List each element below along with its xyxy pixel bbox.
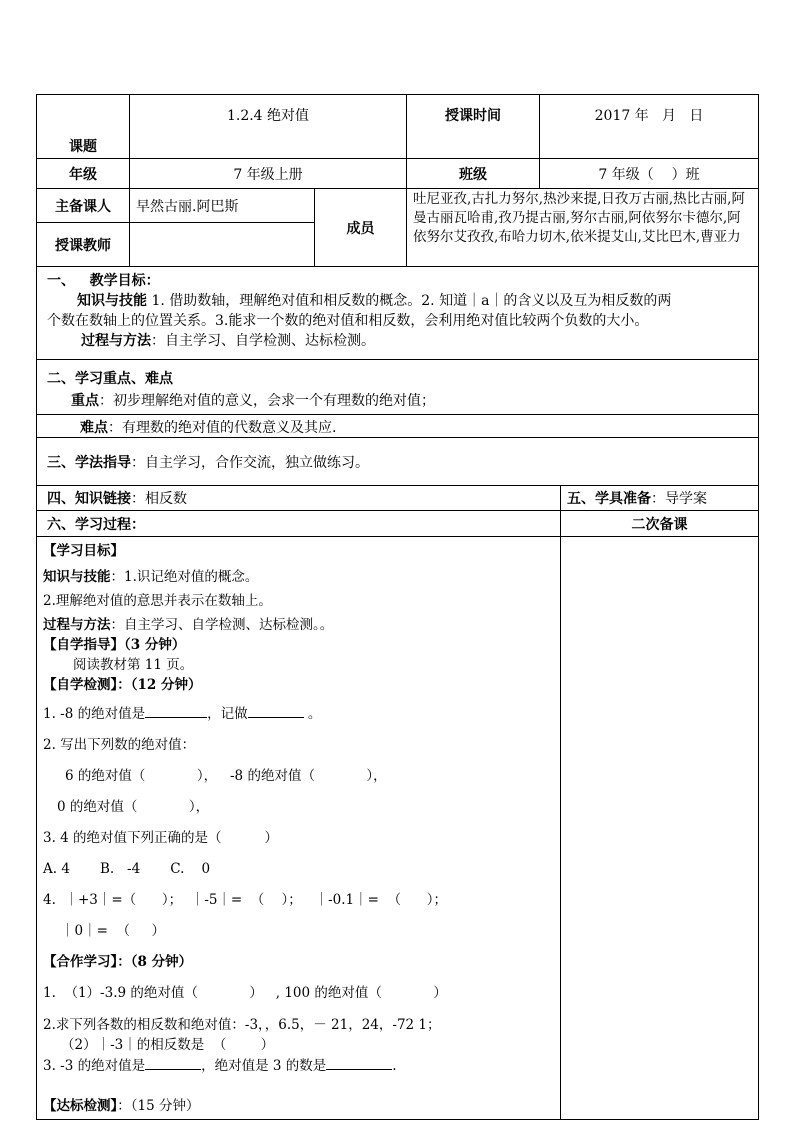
grade-value: 7 年级上册 (130, 159, 407, 189)
goal-method-line (43, 615, 554, 635)
goals-process-text: ：自主学习、自学检测、达标检测。 (151, 333, 375, 349)
links-title: 四、知识链接 (47, 491, 131, 507)
time-value: 2017 年 月 日 (540, 95, 759, 159)
lead-label: 主备课人 (37, 189, 130, 223)
target-head: 【达标检测】 (43, 1098, 118, 1114)
coop-question-3-part-a: 3. -3 的绝对值是 (43, 1058, 146, 1074)
lead-value: 早然古丽.阿巴斯 (130, 189, 315, 223)
goals-knowledge-label: 知识与技能 (77, 293, 147, 309)
lesson-plan-page (36, 94, 758, 1121)
tools-section (561, 486, 759, 511)
members-value: 吐尼亚孜,古扎力努尔,热沙来提,日孜万古丽,热比古丽,阿曼古丽瓦哈甫,孜乃提古丽,努尔古丽,阿依努尔卡德尔,阿依努尔艾孜孜,布哈力切木,依米提艾山,艾比巴木,曹亚力 (407, 189, 759, 267)
question-1-part-b: ，记做 (207, 706, 248, 722)
focus-label: 重点 (71, 393, 99, 409)
keypoints-title: 二、学习重点、难点 (47, 371, 173, 387)
second-prep-title: 二次备课 (561, 511, 759, 537)
answer-blank[interactable] (145, 703, 207, 718)
goals-title: 一、 教学目标： (47, 273, 160, 289)
coop-question-2-sub: （2）｜-3｜的相反数是 （ ） (61, 1037, 275, 1053)
question-2-line-1: 6 的绝对值（ ）， -8 的绝对值（ ）， (65, 768, 387, 784)
difficulty-label: 难点 (80, 420, 108, 436)
coop-question-2: 2.求下列各数的相反数和绝对值：-3，，6.5，－ 21，24，-72 1； (43, 1017, 441, 1033)
question-4-line-2: ｜0｜= （ ） (61, 923, 165, 939)
question-4-line-1: 4. ｜+3｜=（ ）； ｜-5｜= （ ）； ｜-0.1｜= （ ）； (43, 892, 448, 908)
goal-method-text: ：自主学习、自学检测、达标检测。。 (110, 617, 334, 633)
goal-knowledge-label: 知识与技能 (43, 569, 111, 585)
question-3: 3. 4 的绝对值下列正确的是（ ） (43, 830, 278, 846)
time-label: 授课时间 (407, 95, 540, 159)
keypoints-focus-line (43, 390, 752, 412)
process-title: 六、学习过程： (37, 511, 561, 537)
answer-blank[interactable] (326, 1055, 392, 1070)
teacher-label: 授课教师 (37, 223, 130, 267)
teacher-value (130, 223, 315, 267)
goals-process-line (43, 331, 752, 351)
difficulty-text: ：有理数的绝对值的代数意义及其应. (108, 420, 337, 436)
goal-knowledge-line (43, 567, 554, 587)
goals-knowledge-text-1: 1. 借助数轴，理解绝对值和相反数的概念。2. 知道｜a｜的含义以及互为相反数的两 (147, 293, 672, 309)
guide-text: 阅读教材第 11 页。 (73, 657, 194, 673)
answer-blank[interactable] (145, 1055, 201, 1070)
process-body (37, 537, 561, 1120)
goal-knowledge-text: ：1.识记绝对值的概念。 (110, 569, 259, 585)
method-text: ：自主学习，合作交流，独立做练习。 (131, 454, 369, 471)
teaching-goals-section (37, 267, 759, 360)
goals-process-label: 过程与方法 (81, 333, 151, 349)
difficulty-line (36, 415, 758, 438)
coop-question-3-part-c: . (392, 1058, 397, 1074)
goal-line-2: 2.理解绝对值的意思并表示在数轴上。 (43, 593, 272, 609)
question-2-line-2: 0 的绝对值（ ）， (57, 799, 210, 815)
grade-label: 年级 (37, 159, 130, 189)
question-1-part-a: 1. -8 的绝对值是 (43, 706, 146, 722)
difficulty-row (36, 414, 758, 441)
goal-method-label: 过程与方法 (43, 617, 111, 633)
goals-knowledge-text-2: 个数在数轴上的位置关系。3.能求一个数的绝对值和相反数，会利用绝对值比较两个负数的大小。 (47, 313, 649, 329)
goal-head: 【学习目标】 (43, 543, 124, 559)
topic-value: 1.2.4 绝对值 (130, 95, 407, 159)
links-section (37, 486, 561, 511)
goals-knowledge-line (43, 291, 752, 311)
question-3-options: A. 4 B. -4 C. 0 (43, 861, 211, 877)
tools-title: 五、学具准备 (567, 491, 652, 507)
question-1-part-c: 。 (303, 706, 322, 722)
links-text: ：相反数 (131, 491, 187, 507)
guide-head: 【自学指导】（3 分钟） (43, 637, 186, 653)
method-section (37, 438, 759, 486)
class-label: 班级 (407, 159, 540, 189)
focus-text: ：初步理解绝对值的意义，会求一个有理数的绝对值； (99, 393, 435, 409)
answer-blank[interactable] (248, 703, 304, 718)
lesson-plan-table (36, 94, 759, 1120)
check-head: 【自学检测】：（12 分钟） (43, 677, 202, 693)
coop-question-1: 1. （1）-3.9 的绝对值（ ） , 100 的绝对值（ ） (43, 985, 447, 1001)
question-1 (43, 699, 554, 730)
target-line (43, 1096, 554, 1116)
topic-label: 课题 (37, 95, 130, 159)
second-prep-area[interactable] (561, 537, 759, 1120)
coop-question-3 (43, 1055, 554, 1076)
tools-text: ：导学案 (651, 491, 708, 507)
members-label: 成员 (315, 189, 407, 267)
question-2: 2. 写出下列数的绝对值： (43, 737, 196, 753)
coop-head: 【合作学习】：（8 分钟） (43, 954, 193, 970)
method-title: 三、学法指导 (47, 454, 131, 471)
coop-question-3-part-b: ，绝对值是 3 的数是 (201, 1058, 327, 1074)
class-value: 7 年级（ ）班 (540, 159, 759, 189)
target-time: ：（15 分钟） (117, 1098, 200, 1114)
